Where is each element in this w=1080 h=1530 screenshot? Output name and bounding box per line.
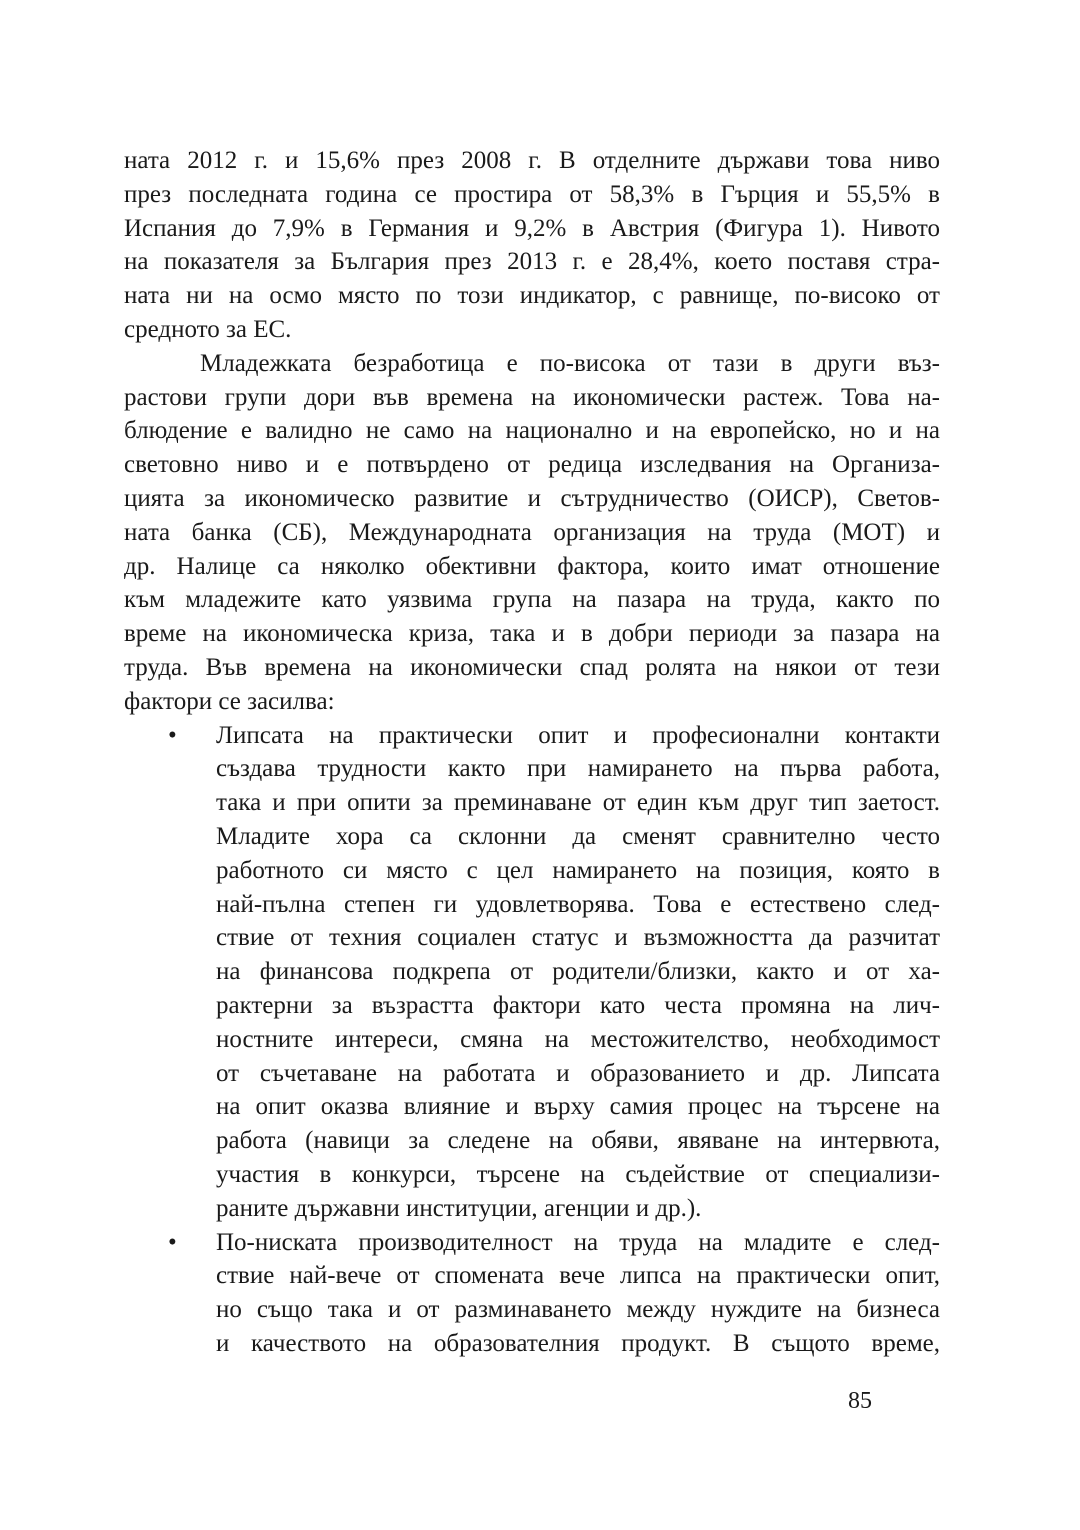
text-line: ствие от техния социален статус и възможността да разчитат	[216, 924, 940, 952]
text-line: на опит оказва влияние и върху самия процес на търсене на	[216, 1093, 940, 1121]
bullet-item-1	[124, 719, 940, 1226]
text-line: блюдение е валидно не само на национално и на европейско, но и на	[124, 417, 940, 445]
text-line: По-ниската производителност на труда на младите е след-	[216, 1228, 940, 1256]
text-line: труда. Във времена на икономически спад ролята на някои от тези	[124, 653, 940, 681]
text-line: най-пълна степен ги удовлетворява. Това е естествено след-	[216, 890, 940, 918]
text-line: и качеството на образователния продукт. В същото време,	[216, 1329, 940, 1357]
text-line: създава трудности както при намирането на първа работа,	[216, 755, 940, 783]
text-line: световно ниво и е потвърдено от редица изследвания на Организа-	[124, 451, 940, 479]
paragraph-2	[124, 347, 940, 719]
text-line: но също така и от разминаването между нуждите на бизнеса	[216, 1296, 940, 1324]
text-line: ностните интереси, смяна на местожителство, необходимост	[216, 1025, 940, 1053]
text-line: растови групи дори във времена на икономически растеж. Това на-	[124, 383, 940, 411]
text-line: ната 2012 г. и 15,6% през 2008 г. В отделните държави това ниво	[124, 147, 940, 174]
text-line: Испания до 7,9% в Германия и 9,2% в Австрия (Фигура 1). Нивото	[124, 214, 940, 242]
text-line: работното си място с цел намирането на позиция, която в	[216, 856, 940, 884]
text-line: средното за ЕС.	[124, 315, 292, 343]
text-line: през последната година се простира от 58,3% в Гърция и 55,5% в	[124, 180, 940, 208]
text-line: време на икономическа криза, така и в добри периоди за пазара на	[124, 620, 940, 648]
bullet-icon: •	[168, 721, 177, 749]
paragraph-1	[124, 144, 940, 347]
text-line: от съчетаване на работата и образованието и др. Липсата	[216, 1059, 940, 1087]
text-line: на финансова подкрепа от родители/близки, както и от ха-	[216, 958, 940, 986]
text-line: ната банка (СБ), Международната организация на труда (МОТ) и	[124, 518, 940, 546]
text-line: Младите хора са склонни да сменят сравнително често	[216, 822, 940, 850]
text-line: Липсата на практически опит и професионални контакти	[216, 721, 940, 749]
bullet-icon: •	[168, 1228, 177, 1256]
text-line: на показателя за България през 2013 г. е 28,4%, което поставя стра-	[124, 248, 940, 276]
text-line: участия в конкурси, търсене на съдействие от специализи-	[216, 1160, 940, 1188]
text-line: др. Налице са няколко обективни фактора, които имат отношение	[124, 552, 940, 580]
text-line: така и при опити за преминаване от един към друг тип заетост.	[216, 789, 940, 817]
page-body	[124, 144, 940, 1361]
text-line: цията за икономическо развитие и сътрудничество (ОИСР), Светов-	[124, 484, 940, 512]
text-line: работа (навици за следене на обяви, явяване на интервюта,	[216, 1127, 940, 1155]
text-line: раните държавни институции, агенции и др.).	[216, 1194, 702, 1222]
text-line: към младежите като уязвима група на пазара на труда, както по	[124, 586, 940, 614]
page-number: 85	[848, 1388, 872, 1414]
text-line: фактори се засилва:	[124, 687, 335, 715]
text-line: ната ни на осмо място по този индикатор, с равнище, по-високо от	[124, 282, 940, 310]
text-line: ствие най-вече от спомената вече липса на практически опит,	[216, 1262, 940, 1290]
text-line: Младежката безработица е по-висока от тази в други въз-	[200, 349, 940, 377]
text-line: рактерни за възрастта фактори като честа промяна на лич-	[216, 991, 940, 1019]
bullet-item-2	[124, 1226, 940, 1361]
